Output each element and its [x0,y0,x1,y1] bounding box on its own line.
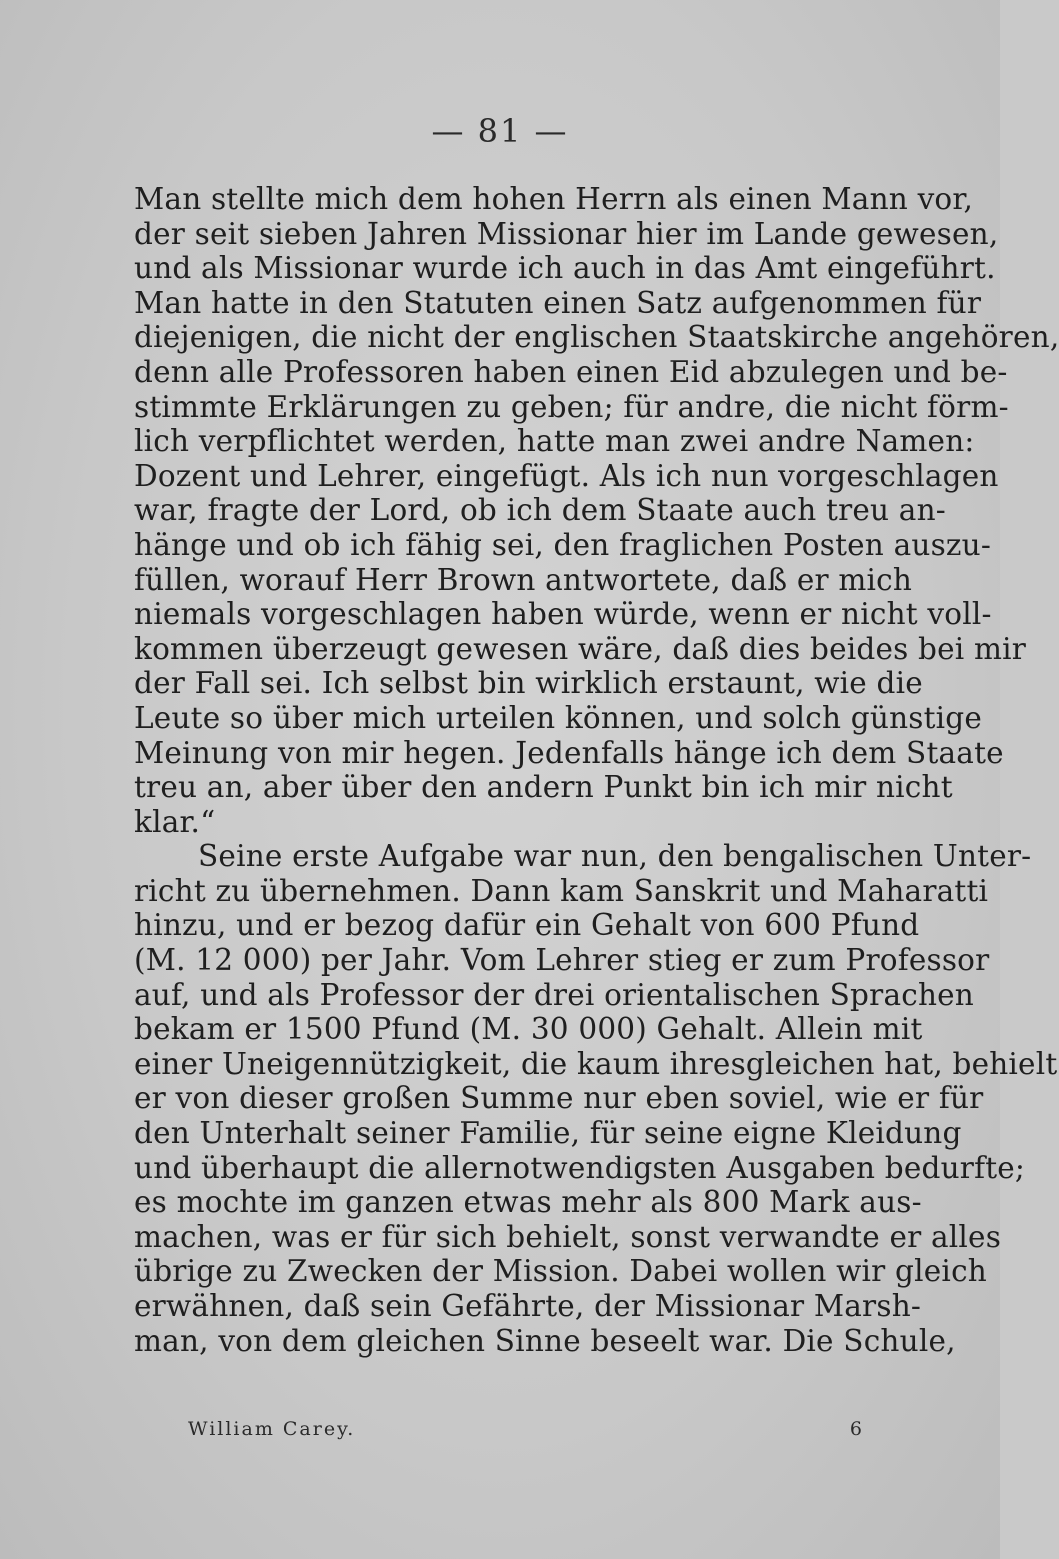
text-line: Seine erste Aufgabe war nun, den bengalischen Unter- [198,839,1032,874]
text-line: der seit sieben Jahren Missionar hier im Lande gewesen, [134,216,999,251]
text-line: diejenigen, die nicht der englischen Staatskirche angehören, [134,320,1059,355]
text-line: einer Uneigennützigkeit, die kaum ihresgleichen hat, behielt [134,1046,1058,1081]
text-line: füllen, worauf Herr Brown antwortete, daß er mich [134,562,913,597]
text-line: und überhaupt die allernotwendigsten Ausgaben bedurfte; [134,1150,1026,1185]
text-line: stimmte Erklärungen zu geben; für andre, die nicht förm- [134,389,1009,424]
text-line: lich verpflichtet werden, hatte man zwei andre Namen: [134,424,975,459]
text-line: der Fall sei. Ich selbst bin wirklich erstaunt, wie die [134,666,923,701]
text-line: den Unterhalt seiner Familie, für seine eigne Kleidung [134,1116,962,1151]
text-line: hinzu, und er bezog dafür ein Gehalt von 600 Pfund [134,908,920,943]
text-line: (M. 12 000) per Jahr. Vom Lehrer stieg er zum Professor [134,943,990,978]
text-line: Man stellte mich dem hohen Herrn als einen Mann vor, [134,182,974,216]
text-line: Man hatte in den Statuten einen Satz aufgenommen für [134,285,982,320]
text-line: er von dieser großen Summe nur eben soviel, wie er für [134,1081,984,1116]
text-line: Dozent und Lehrer, eingefügt. Als ich nun vorgeschlagen [134,458,999,493]
text-line: Meinung von mir hegen. Jedenfalls hänge ich dem Staate [134,735,1004,770]
text-line: auf, und als Professor der drei orientalischen Sprachen [134,977,975,1012]
page-number-header: — 81 — [431,112,569,150]
text-line: klar.“ [134,804,216,839]
text-line: denn alle Professoren haben einen Eid abzulegen und be- [134,354,1008,389]
text-line: es mochte im ganzen etwas mehr als 800 Mark aus- [134,1185,922,1220]
text-line: erwähnen, daß sein Gefährte, der Missionar Marsh- [134,1289,922,1323]
text-line: Leute so über mich urteilen können, und solch günstige [134,700,983,735]
text-line: richt zu übernehmen. Dann kam Sanskrit und Maharatti [134,873,989,908]
text-line: kommen überzeugt gewesen wäre, daß dies beides bei mir [134,631,1027,666]
text-line: übrige zu Zwecken der Mission. Dabei wollen wir gleich [134,1254,987,1289]
text-line: und als Missionar wurde ich auch in das Amt eingeführt. [134,251,996,286]
body-text [134,182,1059,1358]
text-line: hänge und ob ich fähig sei, den fraglichen Posten auszu- [134,527,992,562]
text-line: bekam er 1500 Pfund (M. 30 000) Gehalt. Allein mit [134,1012,923,1047]
text-line: man, von dem gleichen Sinne beseelt war. Die Schule, [134,1323,956,1358]
footer-signature: William Carey. [188,1418,356,1440]
page-footer [188,1418,864,1440]
text-line: niemals vorgeschlagen haben würde, wenn er nicht voll- [134,597,992,632]
text-line: machen, was er für sich behielt, sonst verwandte er alles [134,1219,1002,1254]
text-line: treu an, aber über den andern Punkt bin ich mir nicht [134,770,953,805]
text-line: war, fragte der Lord, ob ich dem Staate auch treu an- [134,493,946,528]
footer-sheet-number: 6 [849,1418,864,1440]
